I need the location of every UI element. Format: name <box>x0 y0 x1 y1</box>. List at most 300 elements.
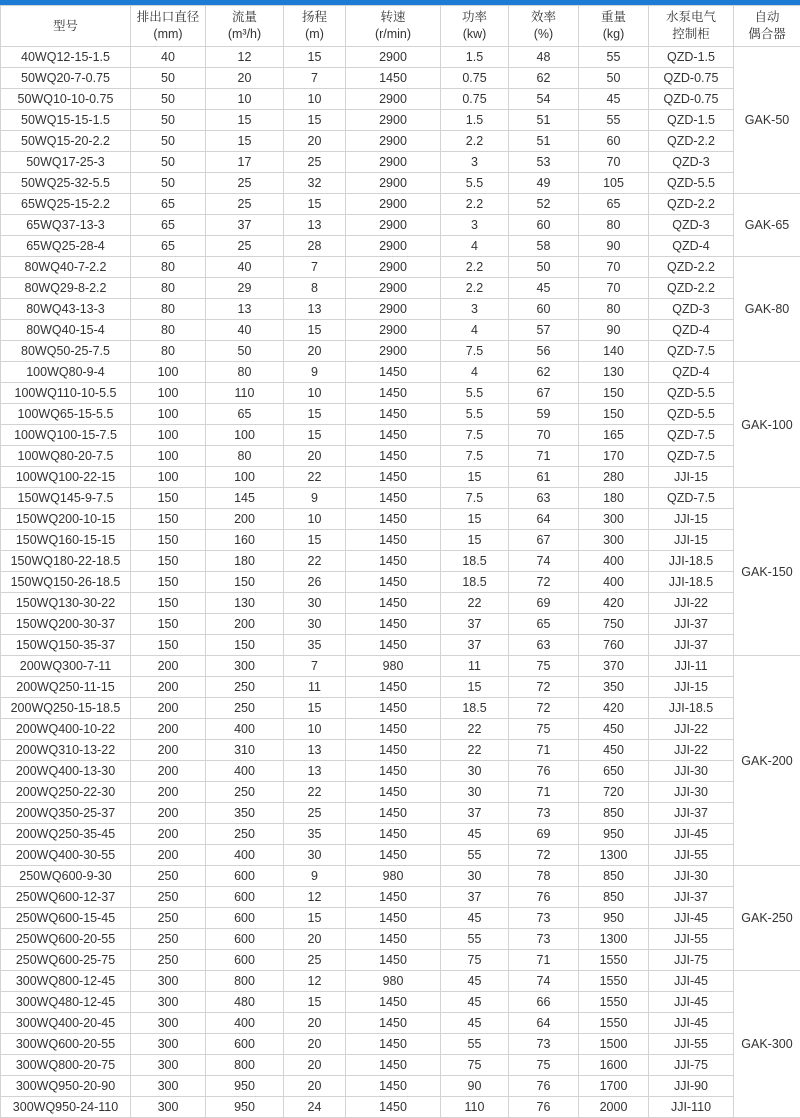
cell-flow: 300 <box>206 656 284 677</box>
table-row <box>1 866 800 887</box>
cell-flow: 480 <box>206 992 284 1013</box>
cell-efficiency: 67 <box>509 530 579 551</box>
table-row <box>1 320 800 341</box>
table-row <box>1 992 800 1013</box>
cell-control-cabinet: QZD-2.2 <box>649 131 734 152</box>
table-row <box>1 908 800 929</box>
cell-model: 150WQ160-15-15 <box>1 530 131 551</box>
cell-power: 37 <box>441 635 509 656</box>
cell-outlet-diameter: 200 <box>131 782 206 803</box>
cell-weight: 90 <box>579 320 649 341</box>
cell-flow: 600 <box>206 950 284 971</box>
cell-control-cabinet: QZD-4 <box>649 362 734 383</box>
cell-flow: 12 <box>206 47 284 68</box>
cell-head: 13 <box>284 215 346 236</box>
cell-weight: 1600 <box>579 1055 649 1076</box>
table-row <box>1 152 800 173</box>
cell-speed: 980 <box>346 866 441 887</box>
cell-flow: 10 <box>206 89 284 110</box>
cell-efficiency: 65 <box>509 614 579 635</box>
col-header-label: 自动 <box>734 9 800 26</box>
table-row <box>1 1097 800 1118</box>
cell-flow: 200 <box>206 614 284 635</box>
cell-outlet-diameter: 150 <box>131 551 206 572</box>
cell-control-cabinet: JJI-90 <box>649 1076 734 1097</box>
cell-speed: 1450 <box>346 488 441 509</box>
cell-weight: 300 <box>579 530 649 551</box>
cell-power: 45 <box>441 992 509 1013</box>
cell-auto-coupler: GAK-100 <box>734 362 800 488</box>
cell-flow: 400 <box>206 845 284 866</box>
cell-flow: 29 <box>206 278 284 299</box>
cell-outlet-diameter: 80 <box>131 299 206 320</box>
cell-speed: 2900 <box>346 299 441 320</box>
table-row <box>1 194 800 215</box>
cell-model: 40WQ12-15-1.5 <box>1 47 131 68</box>
cell-outlet-diameter: 100 <box>131 467 206 488</box>
cell-efficiency: 72 <box>509 677 579 698</box>
cell-speed: 2900 <box>346 131 441 152</box>
cell-outlet-diameter: 300 <box>131 992 206 1013</box>
cell-weight: 80 <box>579 215 649 236</box>
cell-flow: 25 <box>206 236 284 257</box>
cell-head: 20 <box>284 341 346 362</box>
cell-control-cabinet: JJI-15 <box>649 509 734 530</box>
cell-control-cabinet: JJI-15 <box>649 530 734 551</box>
cell-control-cabinet: JJI-37 <box>649 887 734 908</box>
cell-control-cabinet: JJI-37 <box>649 614 734 635</box>
cell-speed: 1450 <box>346 1055 441 1076</box>
table-row <box>1 173 800 194</box>
cell-model: 80WQ43-13-3 <box>1 299 131 320</box>
cell-power: 37 <box>441 803 509 824</box>
table-row <box>1 236 800 257</box>
cell-efficiency: 51 <box>509 131 579 152</box>
cell-efficiency: 73 <box>509 1034 579 1055</box>
cell-model: 80WQ40-7-2.2 <box>1 257 131 278</box>
cell-model: 200WQ250-35-45 <box>1 824 131 845</box>
cell-flow: 250 <box>206 698 284 719</box>
table-row <box>1 110 800 131</box>
cell-speed: 2900 <box>346 236 441 257</box>
cell-power: 18.5 <box>441 698 509 719</box>
cell-control-cabinet: JJI-37 <box>649 635 734 656</box>
cell-model: 100WQ100-15-7.5 <box>1 425 131 446</box>
cell-speed: 2900 <box>346 152 441 173</box>
cell-speed: 2900 <box>346 320 441 341</box>
table-row <box>1 719 800 740</box>
cell-speed: 1450 <box>346 446 441 467</box>
cell-head: 15 <box>284 47 346 68</box>
cell-weight: 370 <box>579 656 649 677</box>
cell-efficiency: 53 <box>509 152 579 173</box>
col-header-sub: (m) <box>284 26 345 43</box>
cell-weight: 90 <box>579 236 649 257</box>
cell-weight: 140 <box>579 341 649 362</box>
cell-speed: 1450 <box>346 593 441 614</box>
cell-control-cabinet: JJI-30 <box>649 866 734 887</box>
cell-power: 15 <box>441 509 509 530</box>
table-row <box>1 404 800 425</box>
cell-efficiency: 54 <box>509 89 579 110</box>
cell-head: 7 <box>284 68 346 89</box>
cell-power: 15 <box>441 677 509 698</box>
cell-power: 15 <box>441 467 509 488</box>
cell-outlet-diameter: 200 <box>131 698 206 719</box>
cell-head: 15 <box>284 425 346 446</box>
cell-model: 300WQ950-24-110 <box>1 1097 131 1118</box>
cell-power: 45 <box>441 1013 509 1034</box>
cell-head: 25 <box>284 803 346 824</box>
cell-flow: 17 <box>206 152 284 173</box>
table-row <box>1 887 800 908</box>
cell-power: 1.5 <box>441 47 509 68</box>
cell-model: 150WQ200-30-37 <box>1 614 131 635</box>
table-row <box>1 341 800 362</box>
cell-control-cabinet: JJI-55 <box>649 929 734 950</box>
cell-weight: 55 <box>579 110 649 131</box>
cell-flow: 65 <box>206 404 284 425</box>
cell-efficiency: 75 <box>509 719 579 740</box>
cell-weight: 850 <box>579 803 649 824</box>
cell-power: 30 <box>441 782 509 803</box>
cell-speed: 1450 <box>346 68 441 89</box>
cell-speed: 1450 <box>346 509 441 530</box>
cell-speed: 1450 <box>346 572 441 593</box>
cell-head: 12 <box>284 887 346 908</box>
cell-control-cabinet: QZD-2.2 <box>649 278 734 299</box>
cell-head: 15 <box>284 404 346 425</box>
cell-weight: 165 <box>579 425 649 446</box>
cell-control-cabinet: JJI-55 <box>649 845 734 866</box>
cell-efficiency: 71 <box>509 446 579 467</box>
cell-weight: 420 <box>579 593 649 614</box>
cell-speed: 1450 <box>346 845 441 866</box>
cell-control-cabinet: QZD-1.5 <box>649 110 734 131</box>
cell-efficiency: 75 <box>509 656 579 677</box>
cell-power: 2.2 <box>441 131 509 152</box>
cell-model: 250WQ600-20-55 <box>1 929 131 950</box>
col-header-auto-coupler <box>734 6 800 47</box>
cell-model: 250WQ600-15-45 <box>1 908 131 929</box>
col-header-label: 排出口直径 <box>131 9 205 26</box>
cell-flow: 600 <box>206 866 284 887</box>
col-header-flow <box>206 6 284 47</box>
cell-outlet-diameter: 250 <box>131 866 206 887</box>
cell-speed: 1450 <box>346 1097 441 1118</box>
cell-weight: 70 <box>579 278 649 299</box>
col-header-sub: 偶合器 <box>734 26 800 43</box>
cell-flow: 20 <box>206 68 284 89</box>
cell-outlet-diameter: 200 <box>131 761 206 782</box>
pump-spec-table <box>0 5 800 1118</box>
cell-head: 10 <box>284 509 346 530</box>
cell-speed: 1450 <box>346 803 441 824</box>
cell-efficiency: 69 <box>509 593 579 614</box>
cell-control-cabinet: QZD-3 <box>649 299 734 320</box>
cell-control-cabinet: QZD-4 <box>649 320 734 341</box>
cell-efficiency: 62 <box>509 362 579 383</box>
cell-weight: 105 <box>579 173 649 194</box>
cell-power: 75 <box>441 1055 509 1076</box>
cell-speed: 1450 <box>346 425 441 446</box>
cell-speed: 1450 <box>346 1034 441 1055</box>
cell-flow: 15 <box>206 110 284 131</box>
col-header-label: 水泵电气 <box>649 9 733 26</box>
cell-flow: 400 <box>206 1013 284 1034</box>
col-header-power <box>441 6 509 47</box>
cell-power: 5.5 <box>441 173 509 194</box>
cell-speed: 2900 <box>346 257 441 278</box>
cell-model: 200WQ250-11-15 <box>1 677 131 698</box>
cell-power: 0.75 <box>441 89 509 110</box>
cell-weight: 450 <box>579 719 649 740</box>
cell-model: 200WQ400-30-55 <box>1 845 131 866</box>
cell-flow: 15 <box>206 131 284 152</box>
cell-control-cabinet: QZD-5.5 <box>649 383 734 404</box>
cell-model: 65WQ25-28-4 <box>1 236 131 257</box>
cell-speed: 1450 <box>346 698 441 719</box>
cell-outlet-diameter: 150 <box>131 530 206 551</box>
cell-head: 30 <box>284 614 346 635</box>
cell-speed: 2900 <box>346 194 441 215</box>
cell-weight: 950 <box>579 908 649 929</box>
cell-power: 7.5 <box>441 488 509 509</box>
cell-control-cabinet: JJI-45 <box>649 908 734 929</box>
cell-flow: 150 <box>206 572 284 593</box>
cell-flow: 80 <box>206 362 284 383</box>
cell-efficiency: 64 <box>509 509 579 530</box>
table-row <box>1 68 800 89</box>
cell-power: 2.2 <box>441 194 509 215</box>
cell-efficiency: 51 <box>509 110 579 131</box>
cell-power: 11 <box>441 656 509 677</box>
cell-auto-coupler: GAK-50 <box>734 47 800 194</box>
cell-outlet-diameter: 300 <box>131 1076 206 1097</box>
cell-weight: 2000 <box>579 1097 649 1118</box>
cell-model: 250WQ600-9-30 <box>1 866 131 887</box>
cell-flow: 310 <box>206 740 284 761</box>
cell-model: 150WQ130-30-22 <box>1 593 131 614</box>
cell-speed: 2900 <box>346 341 441 362</box>
cell-efficiency: 67 <box>509 383 579 404</box>
cell-flow: 100 <box>206 425 284 446</box>
cell-speed: 1450 <box>346 551 441 572</box>
cell-weight: 400 <box>579 551 649 572</box>
col-header-sub: (kw) <box>441 26 508 43</box>
cell-control-cabinet: QZD-3 <box>649 152 734 173</box>
cell-efficiency: 71 <box>509 782 579 803</box>
cell-speed: 1450 <box>346 782 441 803</box>
cell-head: 30 <box>284 845 346 866</box>
cell-power: 18.5 <box>441 551 509 572</box>
cell-weight: 1550 <box>579 1013 649 1034</box>
cell-power: 2.2 <box>441 278 509 299</box>
table-row <box>1 635 800 656</box>
table-row <box>1 530 800 551</box>
cell-speed: 1450 <box>346 719 441 740</box>
cell-outlet-diameter: 80 <box>131 341 206 362</box>
cell-power: 5.5 <box>441 404 509 425</box>
cell-flow: 400 <box>206 719 284 740</box>
cell-outlet-diameter: 150 <box>131 593 206 614</box>
cell-efficiency: 76 <box>509 1076 579 1097</box>
cell-head: 10 <box>284 383 346 404</box>
cell-head: 20 <box>284 1034 346 1055</box>
cell-efficiency: 71 <box>509 950 579 971</box>
cell-efficiency: 73 <box>509 908 579 929</box>
cell-speed: 1450 <box>346 908 441 929</box>
cell-control-cabinet: JJI-22 <box>649 719 734 740</box>
cell-power: 3 <box>441 299 509 320</box>
cell-model: 300WQ800-20-75 <box>1 1055 131 1076</box>
cell-outlet-diameter: 200 <box>131 740 206 761</box>
cell-flow: 25 <box>206 194 284 215</box>
cell-model: 300WQ600-20-55 <box>1 1034 131 1055</box>
cell-control-cabinet: QZD-7.5 <box>649 425 734 446</box>
cell-power: 7.5 <box>441 425 509 446</box>
cell-power: 3 <box>441 152 509 173</box>
cell-control-cabinet: JJI-30 <box>649 782 734 803</box>
table-header <box>1 6 800 47</box>
cell-model: 200WQ310-13-22 <box>1 740 131 761</box>
cell-flow: 250 <box>206 782 284 803</box>
cell-control-cabinet: JJI-22 <box>649 593 734 614</box>
cell-speed: 1450 <box>346 635 441 656</box>
cell-speed: 1450 <box>346 1076 441 1097</box>
cell-head: 22 <box>284 467 346 488</box>
cell-speed: 1450 <box>346 404 441 425</box>
cell-control-cabinet: QZD-7.5 <box>649 341 734 362</box>
cell-speed: 1450 <box>346 1013 441 1034</box>
cell-outlet-diameter: 150 <box>131 509 206 530</box>
cell-outlet-diameter: 100 <box>131 425 206 446</box>
cell-power: 90 <box>441 1076 509 1097</box>
cell-weight: 1550 <box>579 992 649 1013</box>
col-header-label: 重量 <box>579 9 648 26</box>
cell-outlet-diameter: 250 <box>131 908 206 929</box>
cell-flow: 130 <box>206 593 284 614</box>
cell-flow: 200 <box>206 509 284 530</box>
col-header-sub: (mm) <box>131 26 205 43</box>
cell-speed: 1450 <box>346 614 441 635</box>
cell-efficiency: 50 <box>509 257 579 278</box>
table-row <box>1 845 800 866</box>
cell-weight: 55 <box>579 47 649 68</box>
cell-weight: 65 <box>579 194 649 215</box>
cell-head: 7 <box>284 257 346 278</box>
cell-model: 80WQ29-8-2.2 <box>1 278 131 299</box>
col-header-sub: (kg) <box>579 26 648 43</box>
cell-power: 1.5 <box>441 110 509 131</box>
cell-control-cabinet: JJI-11 <box>649 656 734 677</box>
cell-flow: 80 <box>206 446 284 467</box>
cell-efficiency: 49 <box>509 173 579 194</box>
cell-outlet-diameter: 80 <box>131 320 206 341</box>
cell-efficiency: 73 <box>509 929 579 950</box>
cell-outlet-diameter: 50 <box>131 131 206 152</box>
cell-flow: 180 <box>206 551 284 572</box>
cell-flow: 150 <box>206 635 284 656</box>
table-row <box>1 425 800 446</box>
cell-head: 9 <box>284 488 346 509</box>
table-row <box>1 278 800 299</box>
cell-power: 30 <box>441 866 509 887</box>
cell-outlet-diameter: 100 <box>131 446 206 467</box>
cell-model: 200WQ250-22-30 <box>1 782 131 803</box>
cell-efficiency: 76 <box>509 1097 579 1118</box>
col-header-efficiency <box>509 6 579 47</box>
table-row <box>1 593 800 614</box>
cell-outlet-diameter: 65 <box>131 236 206 257</box>
cell-flow: 145 <box>206 488 284 509</box>
col-header-label: 流量 <box>206 9 283 26</box>
col-header-outlet-diameter <box>131 6 206 47</box>
cell-speed: 2900 <box>346 47 441 68</box>
cell-model: 250WQ600-12-37 <box>1 887 131 908</box>
cell-power: 4 <box>441 362 509 383</box>
table-row <box>1 1076 800 1097</box>
cell-flow: 800 <box>206 971 284 992</box>
cell-flow: 40 <box>206 320 284 341</box>
cell-efficiency: 75 <box>509 1055 579 1076</box>
col-header-sub: (m³/h) <box>206 26 283 43</box>
cell-power: 37 <box>441 887 509 908</box>
cell-model: 100WQ65-15-5.5 <box>1 404 131 425</box>
cell-head: 20 <box>284 1055 346 1076</box>
cell-outlet-diameter: 50 <box>131 152 206 173</box>
table-row <box>1 551 800 572</box>
table-row <box>1 1034 800 1055</box>
cell-power: 37 <box>441 614 509 635</box>
cell-outlet-diameter: 300 <box>131 1055 206 1076</box>
cell-outlet-diameter: 150 <box>131 572 206 593</box>
cell-weight: 60 <box>579 131 649 152</box>
cell-weight: 130 <box>579 362 649 383</box>
cell-weight: 80 <box>579 299 649 320</box>
cell-model: 300WQ480-12-45 <box>1 992 131 1013</box>
cell-outlet-diameter: 100 <box>131 362 206 383</box>
cell-control-cabinet: JJI-18.5 <box>649 551 734 572</box>
cell-outlet-diameter: 50 <box>131 110 206 131</box>
cell-head: 22 <box>284 782 346 803</box>
cell-outlet-diameter: 250 <box>131 887 206 908</box>
cell-model: 150WQ200-10-15 <box>1 509 131 530</box>
cell-weight: 70 <box>579 257 649 278</box>
cell-model: 50WQ15-20-2.2 <box>1 131 131 152</box>
table-row <box>1 929 800 950</box>
cell-power: 45 <box>441 971 509 992</box>
cell-control-cabinet: JJI-55 <box>649 1034 734 1055</box>
cell-model: 300WQ950-20-90 <box>1 1076 131 1097</box>
cell-power: 3 <box>441 215 509 236</box>
cell-head: 13 <box>284 740 346 761</box>
cell-efficiency: 57 <box>509 320 579 341</box>
table-row <box>1 782 800 803</box>
col-header-label: 转速 <box>346 9 440 26</box>
cell-flow: 100 <box>206 467 284 488</box>
cell-flow: 37 <box>206 215 284 236</box>
cell-speed: 1450 <box>346 992 441 1013</box>
cell-model: 80WQ50-25-7.5 <box>1 341 131 362</box>
table-row <box>1 362 800 383</box>
cell-flow: 350 <box>206 803 284 824</box>
table-body <box>1 47 800 1118</box>
cell-head: 20 <box>284 446 346 467</box>
cell-efficiency: 56 <box>509 341 579 362</box>
table-row <box>1 950 800 971</box>
cell-control-cabinet: QZD-7.5 <box>649 488 734 509</box>
